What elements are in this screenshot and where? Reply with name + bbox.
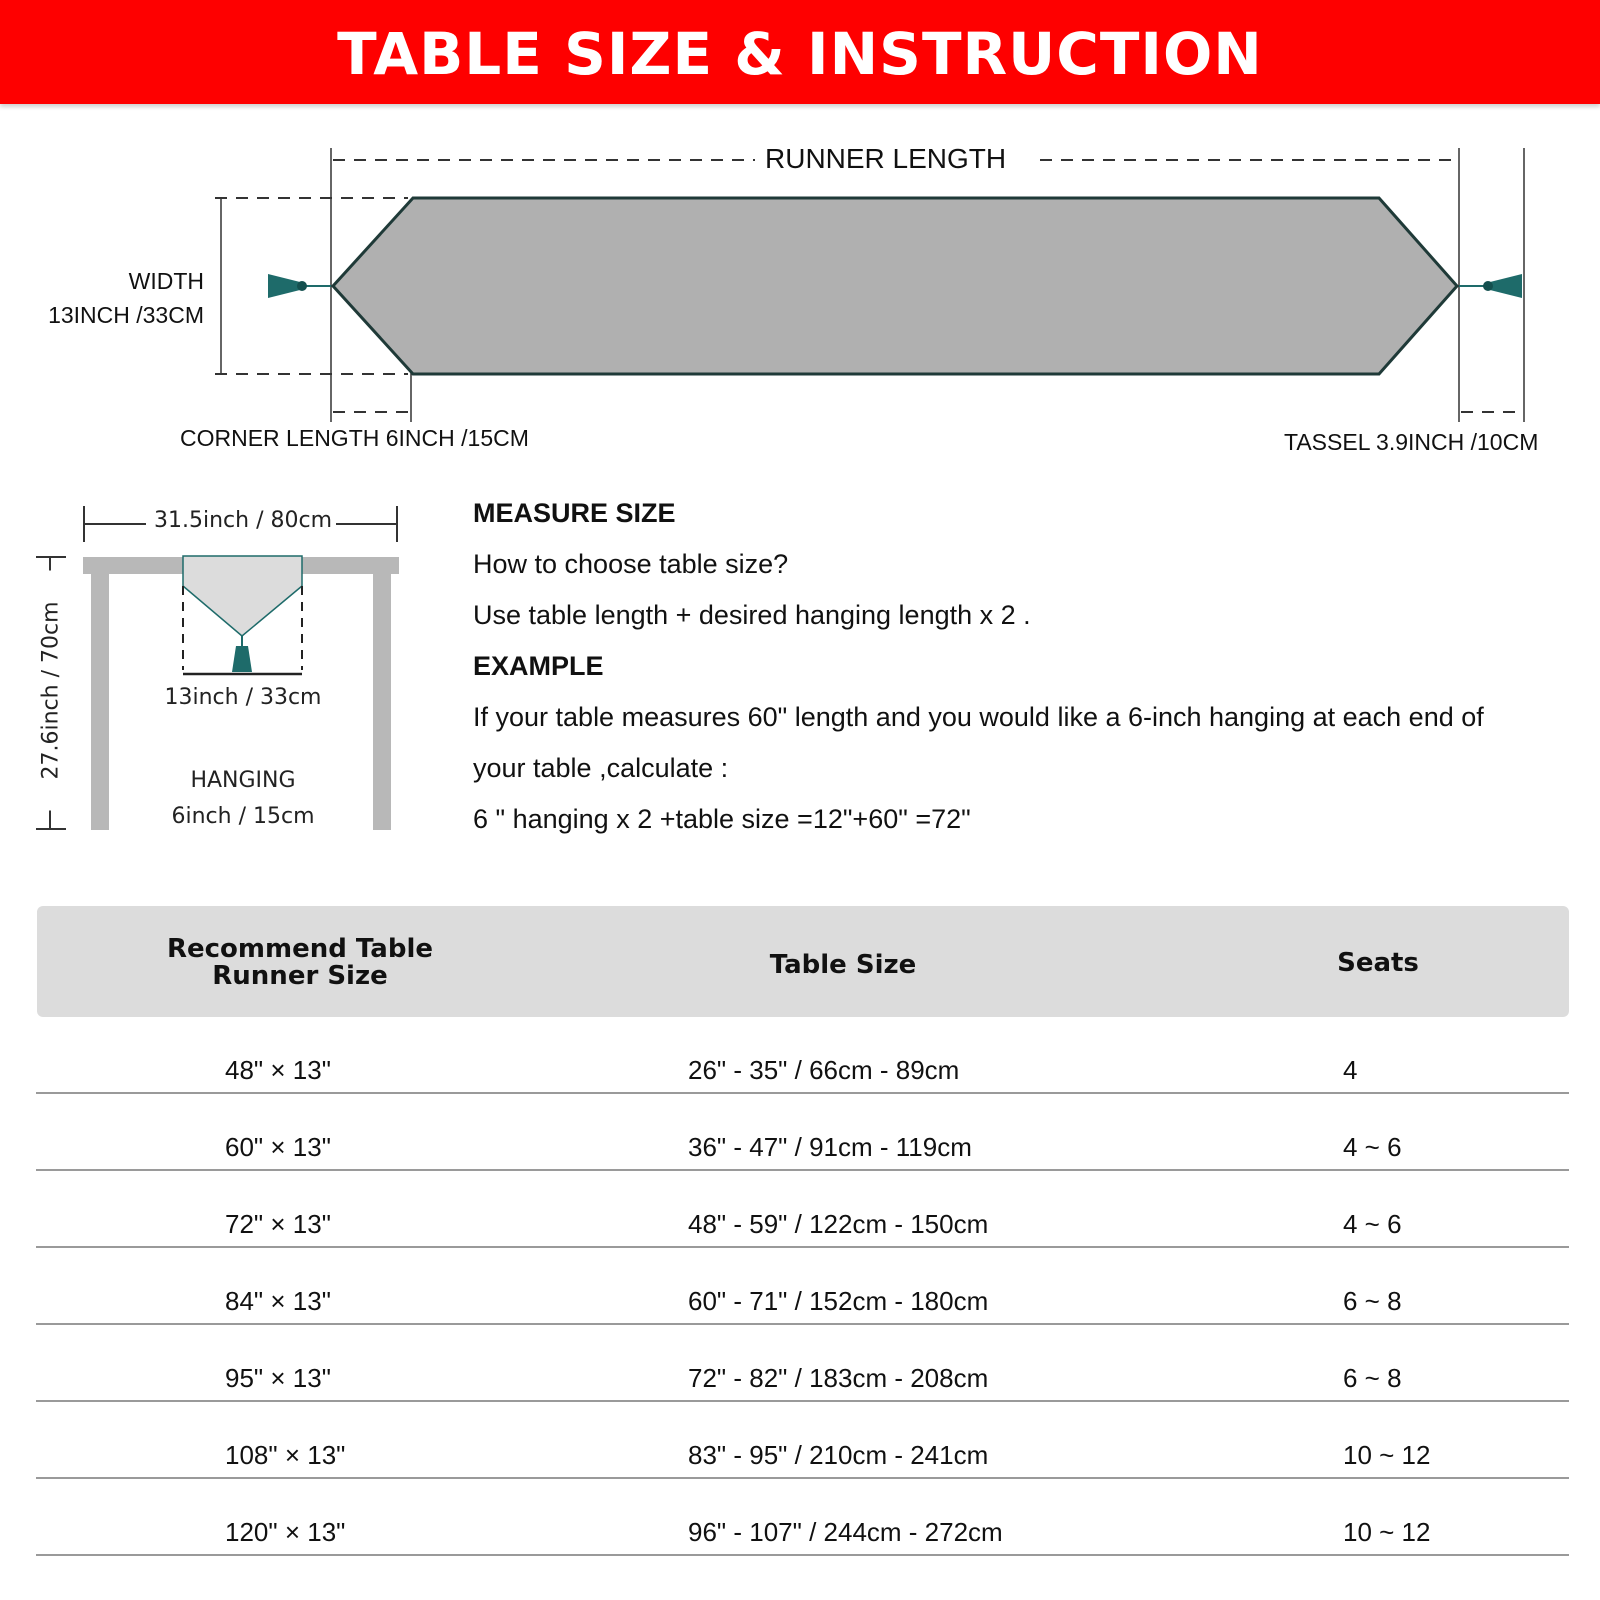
row-divider <box>36 1169 1569 1171</box>
row-2-table: 36" - 47" / 91cm - 119cm <box>688 1132 972 1162</box>
row-divider <box>36 1246 1569 1248</box>
row-4-seats: 6 ~ 8 <box>1343 1286 1402 1316</box>
header-table-size: Table Size <box>769 950 917 980</box>
runner-width-label: 13inch / 33cm <box>164 685 322 710</box>
width-label: WIDTH <box>128 268 204 294</box>
row-4-table: 60" - 71" / 152cm - 180cm <box>688 1286 989 1316</box>
runner-length-label: RUNNER LENGTH <box>755 143 1016 175</box>
row-1-seats: 4 <box>1343 1055 1358 1085</box>
table-length-label: 31.5inch / 80cm <box>150 508 336 533</box>
table-diagram <box>0 490 440 850</box>
row-4-runner: 84" × 13" <box>225 1286 331 1316</box>
page-title: TABLE SIZE & INSTRUCTION <box>337 20 1263 88</box>
row-3-table: 48" - 59" / 122cm - 150cm <box>688 1209 989 1239</box>
right-tassel-icon <box>1459 274 1522 298</box>
row-2-runner: 60" × 13" <box>225 1132 331 1162</box>
table-leg-right <box>373 574 391 830</box>
row-6-table: 83" - 95" / 210cm - 241cm <box>688 1440 989 1470</box>
row-divider <box>36 1092 1569 1094</box>
row-6-runner: 108" × 13" <box>225 1440 346 1470</box>
row-divider <box>36 1400 1569 1402</box>
hanging-value: 6inch / 15cm <box>171 804 315 829</box>
row-6-seats: 10 ~ 12 <box>1343 1440 1431 1470</box>
table-leg-left <box>91 574 109 830</box>
formula-text: Use table length + desired hanging length x 2 . <box>473 600 1031 630</box>
row-1-runner: 48" × 13" <box>225 1055 331 1085</box>
example-heading: EXAMPLE <box>473 651 604 681</box>
row-divider <box>36 1477 1569 1479</box>
row-7-table: 96" - 107" / 244cm - 272cm <box>688 1517 1003 1547</box>
row-3-runner: 72" × 13" <box>225 1209 331 1239</box>
question-text: How to choose table size? <box>473 549 789 579</box>
measure-size-heading: MEASURE SIZE <box>473 498 676 528</box>
row-divider <box>36 1323 1569 1325</box>
row-5-seats: 6 ~ 8 <box>1343 1363 1402 1393</box>
example-line-3: 6 " hanging x 2 +table size =12"+60" =72" <box>473 804 971 834</box>
row-3-seats: 4 ~ 6 <box>1343 1209 1402 1239</box>
hanging-label: HANGING <box>190 768 296 793</box>
table-runner-shape <box>333 198 1457 374</box>
corner-length-label: CORNER LENGTH 6INCH /15CM <box>180 425 529 451</box>
hanging-runner-shape <box>183 556 302 636</box>
table-height-label: 27.6inch / 70cm <box>39 571 64 811</box>
row-5-runner: 95" × 13" <box>225 1363 331 1393</box>
example-line-2: your table ,calculate : <box>473 753 729 783</box>
row-7-seats: 10 ~ 12 <box>1343 1517 1431 1547</box>
row-5-table: 72" - 82" / 183cm - 208cm <box>688 1363 989 1393</box>
header-runner-size: Recommend Table Runner Size <box>166 934 433 991</box>
row-divider <box>36 1554 1569 1556</box>
tassel-label: TASSEL 3.9INCH /10CM <box>1284 429 1539 455</box>
row-7-runner: 120" × 13" <box>225 1517 346 1547</box>
runner-diagram <box>0 0 1600 470</box>
width-value: 13INCH /33CM <box>48 302 204 328</box>
row-2-seats: 4 ~ 6 <box>1343 1132 1402 1162</box>
hanging-tassel-icon <box>232 636 252 672</box>
left-tassel-icon <box>268 274 331 298</box>
row-1-table: 26" - 35" / 66cm - 89cm <box>688 1055 960 1085</box>
header-seats: Seats <box>1337 948 1419 978</box>
example-line-1: If your table measures 60" length and you would like a 6-inch hanging at each end of <box>473 702 1484 732</box>
